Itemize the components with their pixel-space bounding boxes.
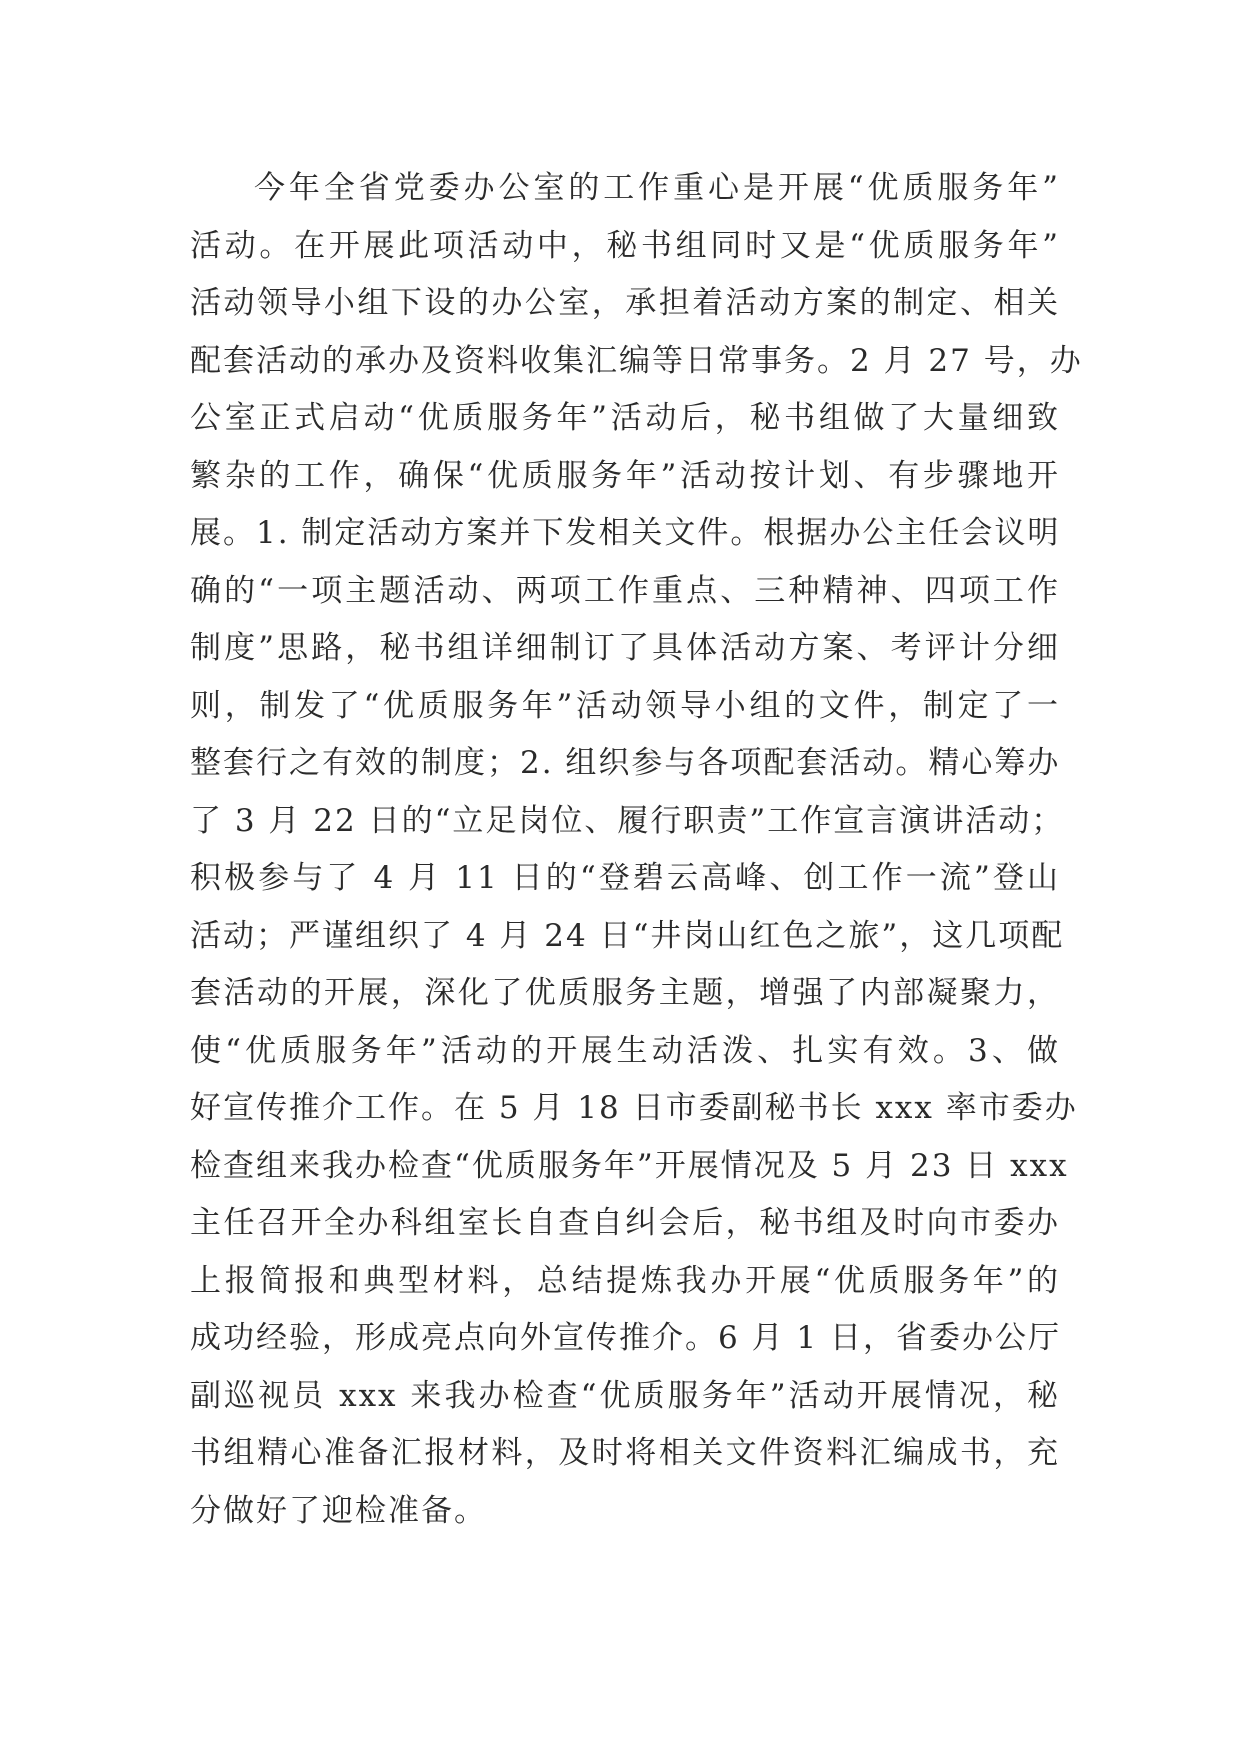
paragraph-line: 活动。在开展此项活动中，秘书组同时又是“优质服务年” (190, 227, 1060, 264)
paragraph-line: 活动；严谨组织了 4 月 24 日“井岗山红色之旅”，这几项配 (190, 917, 1065, 954)
paragraph-line: 书组精心准备汇报材料，及时将相关文件资料汇编成书，充 (190, 1435, 1060, 1471)
paragraph-line: 配套活动的承办及资料收集汇编等日常事务。2 月 27 号，办 (190, 342, 1083, 379)
paragraph-line: 制度”思路，秘书组详细制订了具体活动方案、考评计分细 (190, 630, 1060, 666)
paragraph-line: 整套行之有效的制度；2. 组织参与各项配套活动。精心筹办 (190, 745, 1061, 781)
paragraph-line: 了 3 月 22 日的“立足岗位、履行职责”工作宣言演讲活动； (190, 802, 1065, 839)
paragraph-line: 检查组来我办检查“优质服务年”开展情况及 5 月 23 日 xxx (190, 1147, 1069, 1184)
paragraph-line: 活动领导小组下设的办公室，承担着活动方案的制定、相关 (190, 285, 1060, 321)
paragraph-line: 积极参与了 4 月 11 日的“登碧云高峰、创工作一流”登山 (190, 860, 1060, 896)
body-paragraph (190, 160, 1083, 1540)
paragraph-line: 上报简报和典型材料，总结提炼我办开展“优质服务年”的 (190, 1262, 1060, 1299)
paragraph-line: 今年全省党委办公室的工作重心是开展“优质服务年” (254, 170, 1060, 206)
paragraph-line: 成功经验，形成亮点向外宣传推介。6 月 1 日，省委办公厅 (190, 1320, 1062, 1356)
paragraph-line: 套活动的开展，深化了优质服务主题，增强了内部凝聚力， (190, 975, 1060, 1011)
paragraph-line: 公室正式启动“优质服务年”活动后，秘书组做了大量细致 (190, 400, 1060, 436)
paragraph-line: 确的“一项主题活动、两项工作重点、三种精神、四项工作 (190, 572, 1060, 609)
paragraph-line: 副巡视员 xxx 来我办检查“优质服务年”活动开展情况，秘 (190, 1377, 1060, 1414)
paragraph-line: 使“优质服务年”活动的开展生动活泼、扎实有效。3、做 (190, 1032, 1060, 1069)
paragraph-line: 繁杂的工作，确保“优质服务年”活动按计划、有步骤地开 (190, 457, 1060, 494)
paragraph-line: 好宣传推介工作。在 5 月 18 日市委副秘书长 xxx 率市委办 (190, 1090, 1078, 1126)
paragraph-line: 分做好了迎检准备。 (190, 1492, 487, 1529)
paragraph-line: 则，制发了“优质服务年”活动领导小组的文件，制定了一 (190, 687, 1060, 724)
paragraph-line: 展。1. 制定活动方案并下发相关文件。根据办公主任会议明 (190, 515, 1061, 551)
paragraph-line: 主任召开全办科组室长自查自纠会后，秘书组及时向市委办 (190, 1205, 1060, 1241)
